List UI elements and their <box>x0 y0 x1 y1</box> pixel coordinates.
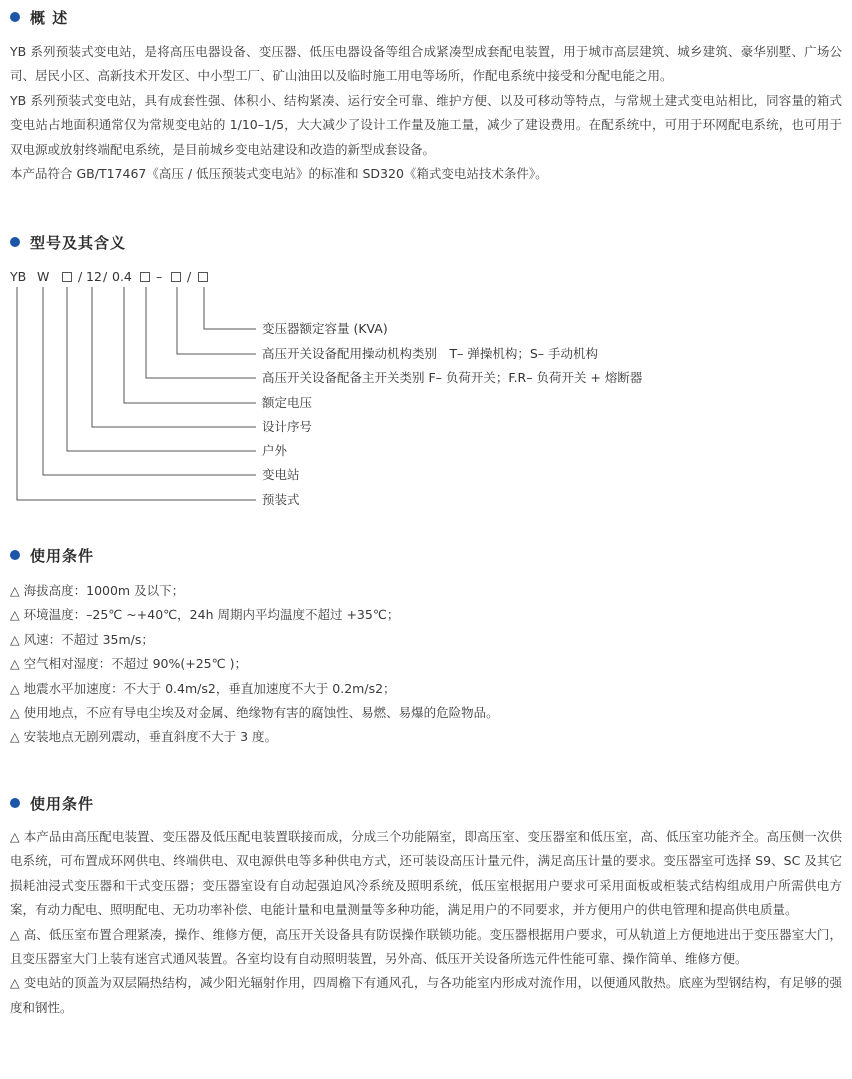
overview-paragraph: 本产品符合 GB/T17467《高压 / 低压预装式变电站》的标准和 SD320《箱式变电站技术条件》。 <box>10 166 548 182</box>
triangle-bullet-icon: △ <box>10 926 20 942</box>
leader-line <box>43 287 256 475</box>
leader-line <box>177 287 256 354</box>
code-placeholder-box <box>62 272 72 282</box>
section-title: 使用条件 <box>30 546 95 565</box>
model-meaning: 高压开关设备配备主开关类别 F– 负荷开关；F.R– 负荷开关 + 熔断器 <box>262 370 643 385</box>
model-meaning: 户外 <box>262 443 288 458</box>
section-conditions-heading <box>10 544 94 566</box>
model-meaning: 预装式 <box>262 492 300 507</box>
list-item-text: 安装地点无剧列震动，垂直斜度不大于 3 度。 <box>23 729 278 745</box>
list-item <box>10 628 842 652</box>
code-placeholder-box <box>198 272 208 282</box>
model-meaning: 变压器额定容量 (KVA) <box>262 321 388 336</box>
paragraph-text: 本产品由高压配电装置、变压器及低压配电装置联接而成，分成三个功能隔室，即高压室、变压器室和低压室，高、低压室功能齐全。高压侧一次供电系统，可布置成环网供电、终端供电、双电源供电等多种供电方式，还可装设高压计量元件，满足高压计量的要求。变压器室可选择 S9、SC 及其它损耗油浸式变压器和干式变压器；变压器室设有自动起强迫风冷系统及照明系统，低压室根据用户要求可采用面板或柜装式结构组成用户所需供电方案，有动力配电、照明配电、无功功率补偿、电能计量和电量测量等多种功能，满足用户的不同要求，并方便用户的供电管理和提高供电质量。 <box>10 829 842 918</box>
code-part: 0.4 <box>112 269 132 284</box>
list-item-text: 环境温度：–25℃ ~+40℃，24h 周期内平均温度不超过 +35℃； <box>23 607 400 623</box>
code-separator: – <box>156 269 163 284</box>
list-item-text: 使用地点，不应有导电尘埃及对金属、绝缘物有害的腐蚀性、易燃、易爆的危险物品。 <box>23 705 499 721</box>
triangle-bullet-icon: △ <box>10 829 20 844</box>
code-part: YB <box>10 269 27 284</box>
section-title: 概 述 <box>30 8 69 27</box>
list-item <box>10 725 842 749</box>
list-item-text: 地震水平加速度：不大于 0.4m/s2，垂直加速度不大于 0.2m/s2； <box>23 680 396 696</box>
leader-line <box>204 287 256 329</box>
triangle-bullet-icon: △ <box>10 607 20 623</box>
structure-text <box>10 825 842 1020</box>
triangle-bullet-icon: △ <box>10 656 20 672</box>
triangle-bullet-icon: △ <box>10 583 20 598</box>
leader-line <box>92 287 256 427</box>
triangle-bullet-icon: △ <box>10 729 20 745</box>
list-item-text: 空气相对湿度：不超过 90%(+25℃ )； <box>23 656 248 672</box>
bullet-dot-icon <box>10 798 20 808</box>
model-code <box>10 269 230 287</box>
list-item <box>10 701 842 725</box>
structure-paragraph <box>10 971 842 1020</box>
list-item <box>10 677 842 701</box>
model-meaning: 变电站 <box>262 467 300 482</box>
code-separator: / <box>103 269 108 284</box>
code-part: 12 <box>86 269 102 284</box>
list-item-text: 海拔高度：1000m 及以下； <box>23 583 185 598</box>
code-placeholder-box <box>171 272 181 282</box>
code-separator: / <box>187 269 192 284</box>
model-diagram-lines <box>0 0 852 520</box>
paragraph-text: 高、低压室布置合理紧凑，操作、维修方便，高压开关设备具有防误操作联锁功能。变压器根据用户要求，可从轨道上方便地进出于变压器室大门，且变压器室大门上装有迷宫式通风装置。各室均设有自动照明装置，另外高、低压开关设备所选元件性能可靠、操作简单、维修方便。 <box>10 926 842 967</box>
list-item <box>10 603 842 627</box>
leader-line <box>67 287 256 451</box>
overview-paragraph: YB 系列预装式变电站，具有成套性强、体积小、结构紧凑、运行安全可靠、维护方便、以及可移动等特点，与常规土建式变电站相比，同容量的箱式变电站占地面积通常仅为常规变电站的 1/10–1/5，大大减少了设计工作量及施工量，减少了建设费用。在配系统中，可用于环网配电系统，也可用于双电源或放射终端配电系统，是目前城乡变电站建设和改造的新型成套设备。 <box>10 92 842 157</box>
leader-line <box>17 287 256 500</box>
conditions-list <box>10 579 842 750</box>
paragraph-text: 变电站的顶盖为双层隔热结构，减少阳光辐射作用，四周檐下有通风孔，与各功能室内形成对流作用，以便通风散热。底座为型钢结构，有足够的强度和钢性。 <box>10 975 842 1015</box>
triangle-bullet-icon: △ <box>10 631 20 647</box>
list-item <box>10 652 842 676</box>
list-item-text: 风速：不超过 35m/s； <box>23 631 154 647</box>
model-meaning: 高压开关设备配用操动机构类别 T– 弹操机构；S– 手动机构 <box>262 346 599 361</box>
structure-paragraph <box>10 825 842 923</box>
section-title: 型号及其含义 <box>30 233 127 252</box>
section-title: 使用条件 <box>30 794 95 813</box>
model-meaning: 额定电压 <box>262 395 313 410</box>
triangle-bullet-icon: △ <box>10 975 20 991</box>
code-placeholder-box <box>140 272 150 282</box>
section-structure-heading <box>10 792 94 814</box>
leader-line <box>146 287 256 378</box>
bullet-dot-icon <box>10 550 20 560</box>
code-separator: / <box>78 269 83 284</box>
code-part: W <box>37 269 50 284</box>
triangle-bullet-icon: △ <box>10 705 20 721</box>
model-meaning: 设计序号 <box>262 419 313 434</box>
leader-line <box>124 287 256 403</box>
list-item <box>10 579 842 603</box>
overview-paragraph: YB 系列预装式变电站，是将高压电器设备、变压器、低压电器设备等组合成紧凑型成套配电装置，用于城市高层建筑、城乡建筑、豪华别墅、广场公司、居民小区、高新技术开发区、中小型工厂、矿山油田以及临时施工用电等场所，作配电系统中接受和分配电能之用。 <box>10 44 842 84</box>
triangle-bullet-icon: △ <box>10 680 20 696</box>
structure-paragraph <box>10 923 842 972</box>
